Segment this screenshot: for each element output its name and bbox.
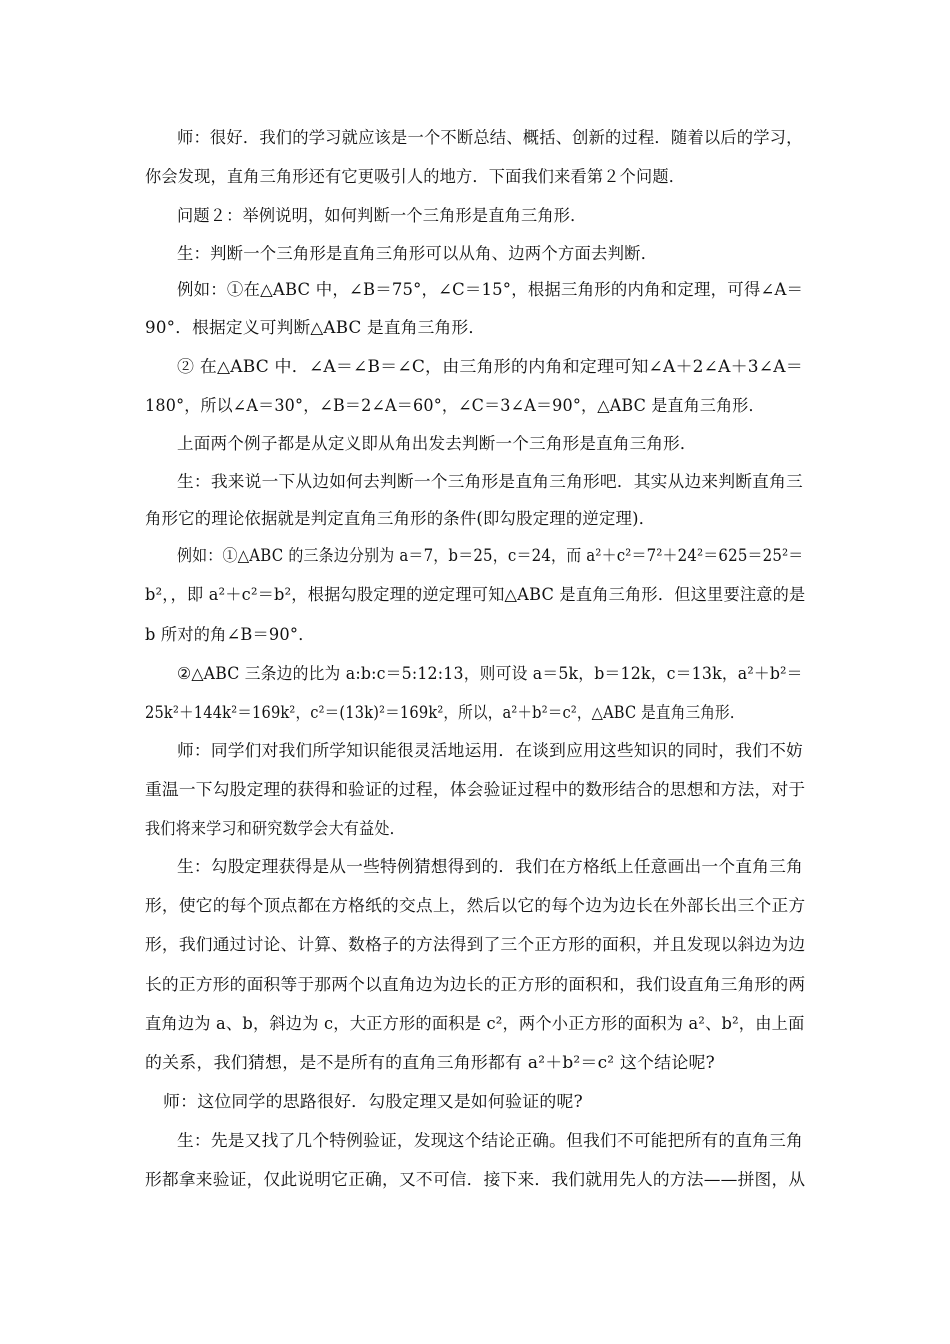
text-line: 师：很好．我们的学习就应该是一个不断总结、概括、创新的过程．随着以后的学习， [177,128,803,147]
text-line: 生：勾股定理获得是从一些特例猜想得到的．我们在方格纸上任意画出一个直角三角 [177,857,803,876]
text-line: 角形它的理论依据就是判定直角三角形的条件(即勾股定理的逆定理)． [145,509,656,528]
text-line: 生：我来说一下从边如何去判断一个三角形是直角三角形吧．其实从边来判断直角三 [177,472,803,491]
text-line: 形都拿来验证，仅此说明它正确，又不可信．接下来．我们就用先人的方法——拼图，从 [145,1170,806,1189]
text-line: 例如：①在△ABC 中，∠B＝75°，∠C＝15°，根据三角形的内角和定理，可得∠A＝ [177,280,804,299]
text-line: 师：同学们对我们所学知识能很灵活地运用．在谈到应用这些知识的同时，我们不妨 [177,741,803,760]
text-line: 上面两个例子都是从定义即从角出发去判断一个三角形是直角三角形． [177,434,697,453]
text-line: 25k²＋144k²＝169k²，c²＝(13k)²＝169k²，所以，a²＋b²＝c²，△ABC 是直角三角形． [145,703,745,722]
text-line: 师：这位同学的思路很好．勾股定理又是如何验证的呢? [163,1092,583,1111]
text-line: 问题２：举例说明，如何判断一个三角形是直角三角形． [177,206,587,225]
text-line: 生：判断一个三角形是直角三角形可以从角、边两个方面去判断． [177,244,658,263]
text-line: 生：先是又找了几个特例验证，发现这个结论正确。但我们不可能把所有的直角三角 [177,1131,803,1150]
text-line: 例如：①△ABC 的三条边分别为 a＝7，b＝25，c＝24，而 a²＋c²＝7²＋24²＝625＝25²＝ [177,546,804,565]
text-line: 180°，所以∠A＝30°，∠B＝2∠A＝60°，∠C＝3∠A＝90°，△ABC 是直角三角形． [145,396,765,415]
text-line: 我们将来学习和研究数学会大有益处． [145,819,405,838]
text-line: b²，，即 a²＋c²＝b²，根据勾股定理的逆定理可知△ABC 是直角三角形．但这里要注意的是 [145,585,806,604]
text-line: 直角边为 a、b，斜边为 c，大正方形的面积是 c²，两个小正方形的面积为 a²、b²，由上面 [145,1014,805,1033]
text-line: 的关系，我们猜想，是不是所有的直角三角形都有 a²＋b²＝c² 这个结论呢? [145,1053,715,1072]
text-line: 形，我们通过讨论、计算、数格子的方法得到了三个正方形的面积，并且发现以斜边为边 [145,935,806,954]
text-line: 90°．根据定义可判断△ABC 是直角三角形． [145,318,486,337]
text-line: ②△ABC 三条边的比为 a:b:c＝5:12:13，则可设 a＝5k，b＝12k，c＝13k，a²＋b²＝ [177,664,803,683]
text-line: b 所对的角∠B＝90°． [145,625,315,644]
text-line: 你会发现，直角三角形还有它更吸引人的地方．下面我们来看第２个问题． [145,167,686,186]
text-line: 形，使它的每个顶点都在方格纸的交点上，然后以它的每个边为边长在外部长出三个正方 [145,896,806,915]
text-line: ② 在△ABC 中．∠A＝∠B＝∠C，由三角形的内角和定理可知∠A＋2∠A＋3∠A＝ [177,357,803,376]
text-line: 重温一下勾股定理的获得和验证的过程，体会验证过程中的数形结合的思想和方法，对于 [145,780,806,799]
text-line: 长的正方形的面积等于那两个以直角边为边长的正方形的面积和，我们设直角三角形的两 [145,975,806,994]
